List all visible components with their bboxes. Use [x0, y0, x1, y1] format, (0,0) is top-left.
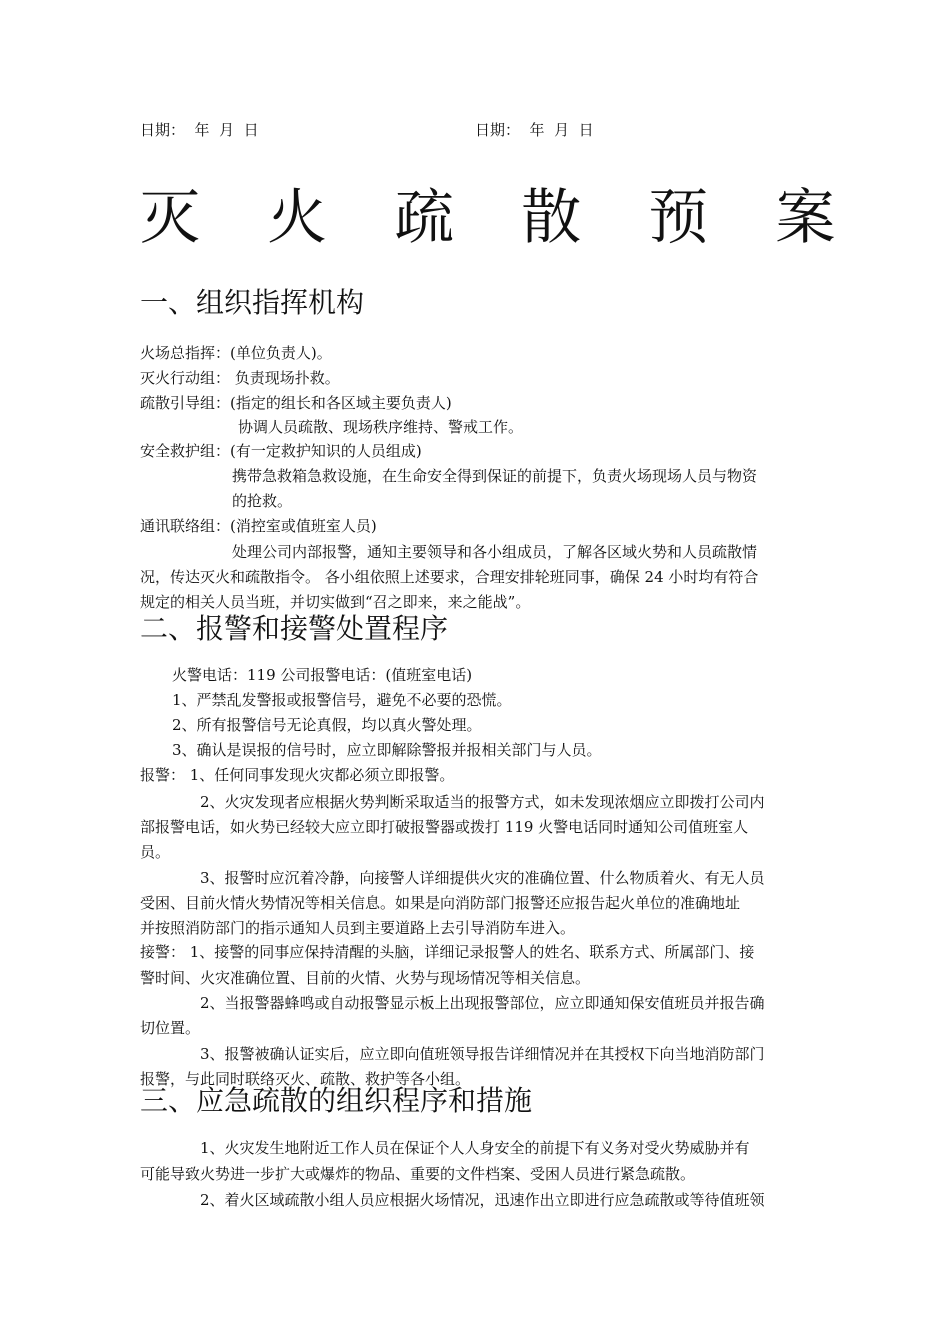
text-line: 2、所有报警信号无论真假，均以真火警处理。: [172, 716, 482, 734]
text-line: 3、确认是误报的信号时，应立即解除警报并报相关部门与人员。: [172, 741, 602, 759]
text-line: 受困、目前火情火势情况等相关信息。如果是向消防部门报警还应报告起火单位的准确地址: [140, 894, 741, 912]
text-line: 警时间、火灾准确位置、目前的火情、火势与现场情况等相关信息。: [140, 969, 591, 987]
text-line: 的抢救。: [232, 492, 293, 510]
text-line: 1、严禁乱发警报或报警信号，避免不必要的恐慌。: [172, 691, 512, 709]
section1-heading: 一、组织指挥机构: [140, 286, 365, 319]
text-line: 员。: [140, 843, 171, 861]
text-line: 协调人员疏散、现场秩序维持、警戒工作。: [238, 418, 524, 436]
text-line: 1、火灾发生地附近工作人员在保证个人人身安全的前提下有义务对受火势威胁并有: [200, 1139, 750, 1157]
text-line: 规定的相关人员当班，并切实做到“召之即来，来之能战”。: [140, 593, 531, 611]
date-left: 日期： 年 月 日: [140, 121, 259, 139]
text-line: 接警： 1、接警的同事应保持清醒的头脑，详细记录报警人的姓名、联系方式、所属部门、接: [140, 943, 755, 961]
text-line: 火场总指挥：(单位负责人)。: [140, 344, 332, 362]
text-line: 切位置。: [140, 1019, 201, 1037]
text-line: 处理公司内部报警，通知主要领导和各小组成员，了解各区域火势和人员疏散情: [232, 543, 758, 561]
text-line: 疏散引导组：(指定的组长和各区域主要负责人): [140, 394, 452, 412]
section2-heading: 二、报警和接警处置程序: [140, 612, 449, 645]
document-title: 灭 火 疏 散 预 案: [140, 183, 860, 253]
date-right: 日期： 年 月 日: [475, 121, 594, 139]
text-line: 并按照消防部门的指示通知人员到主要道路上去引导消防车进入。: [140, 919, 576, 937]
text-line: 3、报警时应沉着冷静，向接警人详细提供火灾的准确位置、什么物质着火、有无人员: [200, 869, 765, 887]
text-line: 携带急救箱急救设施，在生命安全得到保证的前提下，负责火场现场人员与物资: [232, 467, 758, 485]
text-line: 2、火灾发现者应根据火势判断采取适当的报警方式，如未发现浓烟应立即拨打公司内: [200, 793, 765, 811]
date-row: [140, 119, 594, 140]
text-line: 部报警电话，如火势已经较大应立即打破报警器或拨打 119 火警电话同时通知公司值班室人: [140, 818, 749, 836]
text-line: 3、报警被确认证实后，应立即向值班领导报告详细情况并在其授权下向当地消防部门: [200, 1045, 765, 1063]
text-line: 报警，与此同时联络灭火、疏散、救护等各小组。: [140, 1070, 471, 1088]
text-line: 报警： 1、任何同事发现火灾都必须立即报警。: [140, 766, 455, 784]
text-line: 通讯联络组：(消控室或值班室人员): [140, 517, 377, 535]
text-line: 安全救护组：(有一定救护知识的人员组成): [140, 442, 422, 460]
text-line: 可能导致火势进一步扩大或爆炸的物品、重要的文件档案、受困人员进行紧急疏散。: [140, 1165, 696, 1183]
text-line: 况，传达灭火和疏散指令。 各小组依照上述要求，合理安排轮班同事，确保 24 小时均有符合: [140, 568, 759, 586]
section3-heading: 三、应急疏散的组织程序和措施: [140, 1084, 533, 1117]
text-line: 火警电话：119 公司报警电话：(值班室电话): [172, 666, 473, 684]
text-line: 2、着火区域疏散小组人员应根据火场情况，迅速作出立即进行应急疏散或等待值班领: [200, 1191, 765, 1209]
text-line: 2、当报警器蜂鸣或自动报警显示板上出现报警部位，应立即通知保安值班员并报告确: [200, 994, 765, 1012]
text-line: 灭火行动组： 负责现场扑救。: [140, 369, 340, 387]
